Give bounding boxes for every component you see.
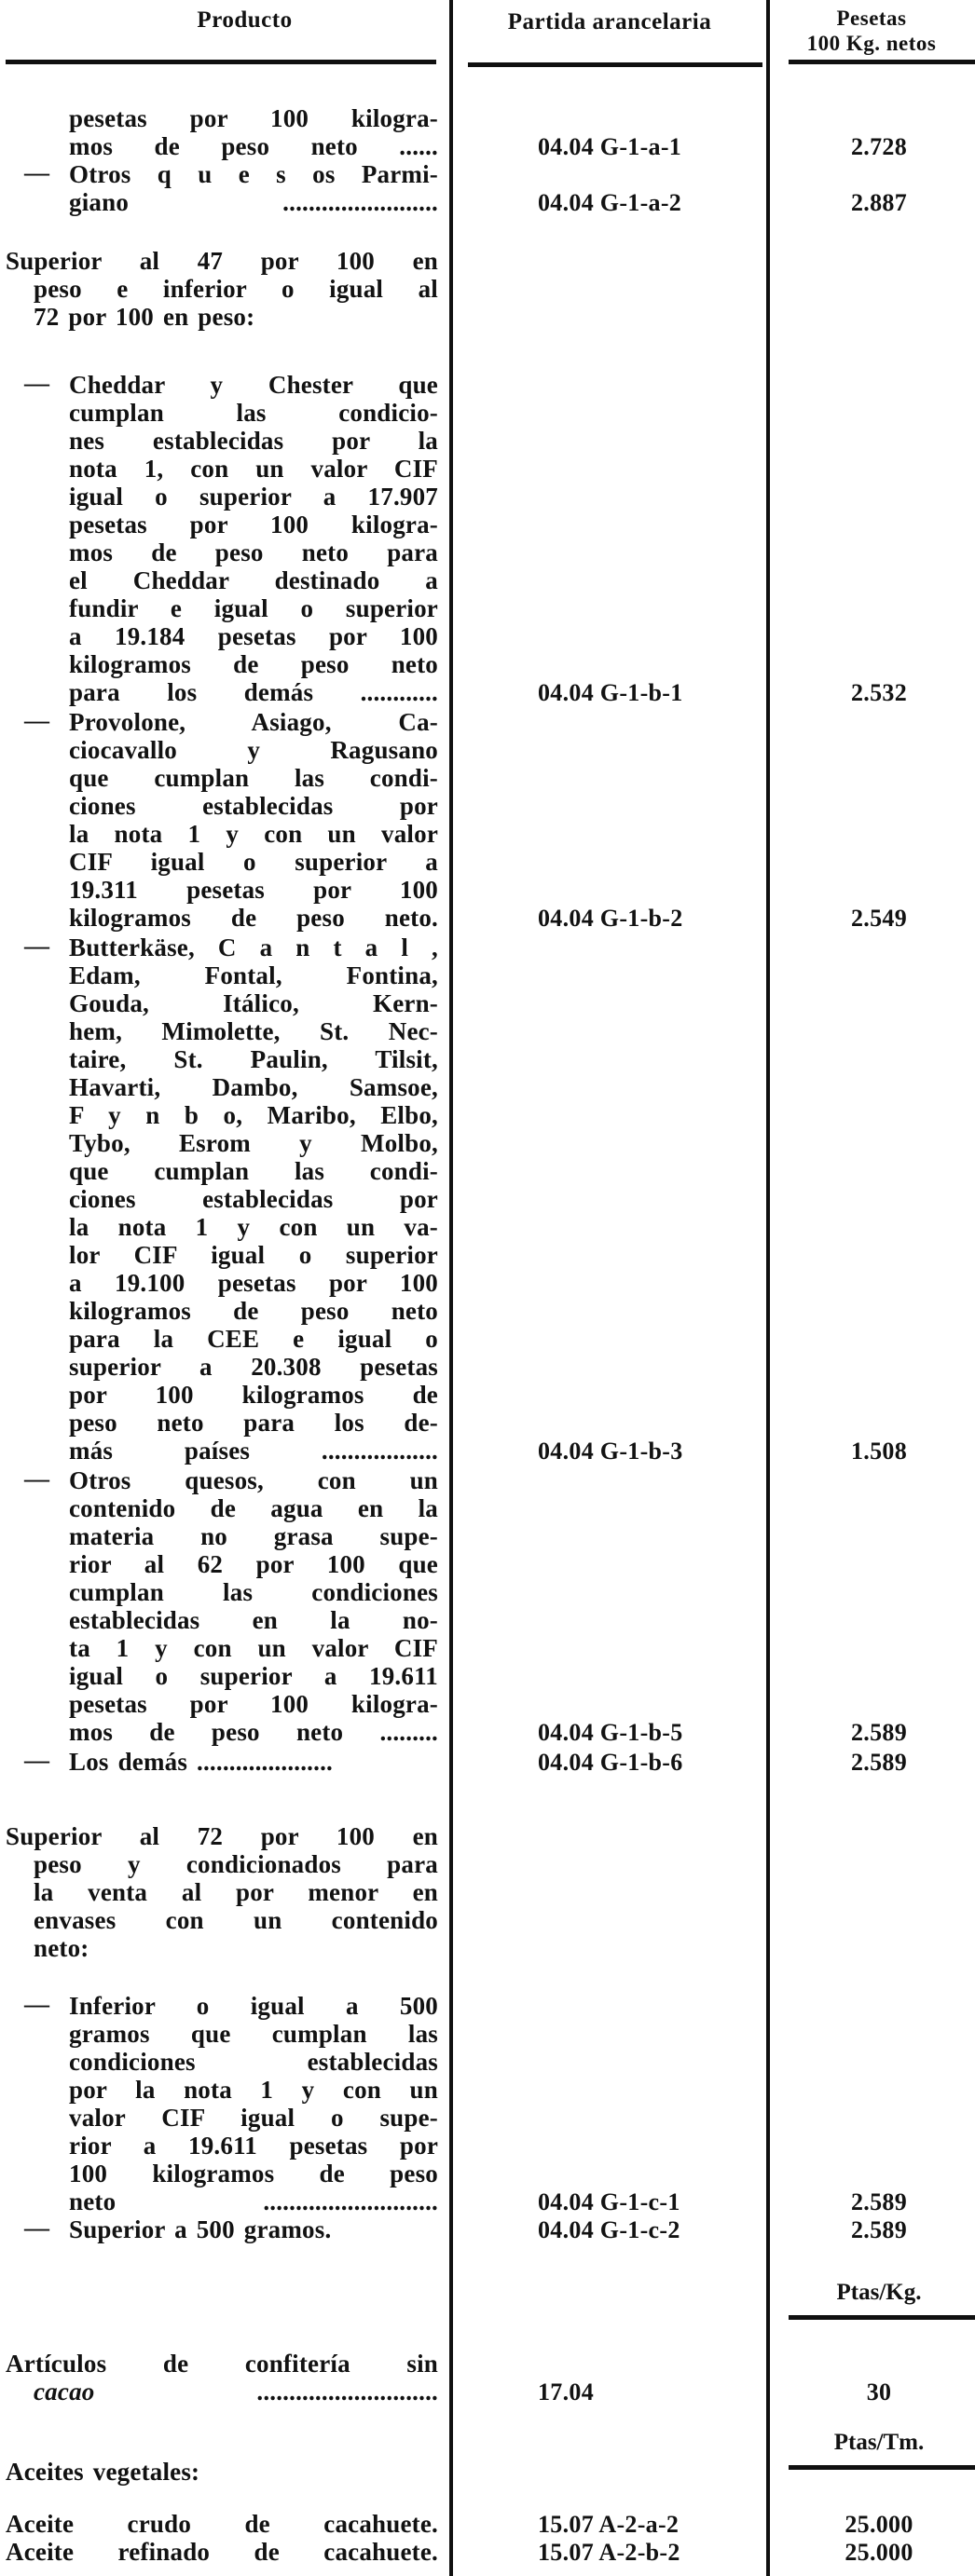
product-cell xyxy=(69,1748,438,1776)
product-line-text: ciocavallo y Ragusano xyxy=(69,736,438,764)
product-line-text: más países .................. xyxy=(69,1437,438,1465)
table-row xyxy=(0,1101,975,1130)
product-line-text: ta 1 y con un valor CIF xyxy=(69,1634,438,1662)
unit-label-row xyxy=(0,2430,975,2458)
product-cell xyxy=(69,188,438,216)
product-cell xyxy=(69,1241,438,1269)
product-cell xyxy=(69,820,438,848)
table-row xyxy=(0,1662,975,1691)
table-row xyxy=(0,708,975,737)
table-row xyxy=(0,1325,975,1354)
table-row xyxy=(0,1934,975,1963)
product-cell xyxy=(69,1185,438,1213)
product-cell xyxy=(69,160,438,188)
product-cell xyxy=(69,538,438,566)
product-line-text: Superior al 47 por 100 en xyxy=(6,247,438,275)
table-row xyxy=(0,1494,975,1523)
table-row xyxy=(0,1073,975,1102)
product-line-text: Provolone, Asiago, Ca- xyxy=(69,708,438,736)
product-line-text: el Cheddar destinado a xyxy=(69,566,438,594)
table-row xyxy=(0,1045,975,1074)
table-row xyxy=(0,622,975,651)
product-line-text: Butterkäse, C a n t a l , xyxy=(69,934,438,961)
table-row xyxy=(0,132,975,161)
product-line-text: 19.311 pesetas por 100 xyxy=(69,876,438,904)
product-cell xyxy=(69,371,438,399)
product-cell xyxy=(69,678,438,706)
product-cell xyxy=(69,1992,438,2020)
product-cell xyxy=(69,2132,438,2160)
table-row xyxy=(0,736,975,765)
product-line-text: fundir e igual o superior xyxy=(69,594,438,622)
product-line-text: pesetas por 100 kilogra- xyxy=(69,511,438,538)
product-line-text: Aceite refinado de cacahuete. xyxy=(6,2538,438,2566)
dash-marker: — xyxy=(24,1990,49,2018)
product-line-text: 100 kilogramos de peso xyxy=(69,2160,438,2188)
product-line-text: CIF igual o superior a xyxy=(69,848,438,876)
product-cell xyxy=(69,1269,438,1297)
product-cell xyxy=(69,1213,438,1241)
product-cell xyxy=(69,2104,438,2132)
table-row xyxy=(0,483,975,511)
product-cell xyxy=(69,511,438,538)
product-cell xyxy=(6,2458,438,2486)
table-row xyxy=(0,2215,975,2244)
table-row xyxy=(0,2020,975,2049)
unit-label: Ptas/Kg. xyxy=(836,2280,922,2305)
table-row xyxy=(0,1522,975,1551)
product-cell xyxy=(69,483,438,511)
table-row xyxy=(0,303,975,332)
table-row xyxy=(0,678,975,707)
table-row xyxy=(0,1437,975,1465)
table-row xyxy=(0,2188,975,2216)
product-cell xyxy=(69,961,438,989)
product-line-text: peso e inferior o igual al xyxy=(34,275,438,303)
table-row xyxy=(0,1185,975,1214)
price-value: 25.000 xyxy=(845,2539,913,2566)
product-line-text: neto ........................... xyxy=(69,2188,438,2215)
table-row xyxy=(0,934,975,962)
table-row xyxy=(0,650,975,679)
product-cell xyxy=(69,1409,438,1437)
product-cell xyxy=(69,2020,438,2048)
product-cell xyxy=(6,2350,438,2378)
product-cell xyxy=(69,2215,438,2243)
price-value: 2.532 xyxy=(851,679,907,706)
product-line-text: kilogramos de peso neto xyxy=(69,650,438,678)
table-row xyxy=(0,876,975,905)
table-row xyxy=(0,247,975,276)
product-line-text: pesetas por 100 kilogra- xyxy=(69,104,438,132)
product-line-text: ............................ xyxy=(94,2378,438,2406)
product-line-text: establecidas en la no- xyxy=(69,1606,438,1634)
table-row xyxy=(0,1906,975,1935)
product-cell xyxy=(34,303,438,331)
product-line-text: Gouda, Itálico, Kern- xyxy=(69,989,438,1017)
table-row xyxy=(0,1690,975,1719)
table-row xyxy=(0,511,975,539)
product-cell xyxy=(69,132,438,160)
product-line-text: rior al 62 por 100 que xyxy=(69,1550,438,1578)
product-line-text: taire, St. Paulin, Tilsit, xyxy=(69,1045,438,1073)
product-line-text: lor CIF igual o superior xyxy=(69,1241,438,1269)
table-row xyxy=(0,1381,975,1410)
product-cell xyxy=(69,876,438,904)
table-row xyxy=(0,1353,975,1382)
column-header-partida-arancelaria: Partida arancelaria xyxy=(507,9,712,34)
table-row xyxy=(0,820,975,849)
product-line-text: superior a 20.308 pesetas xyxy=(69,1353,438,1381)
price-value: 2.589 xyxy=(851,2216,907,2243)
column-header-pesetas xyxy=(768,6,975,56)
dash-marker: — xyxy=(24,369,49,397)
product-line-text: por 100 kilogramos de xyxy=(69,1381,438,1409)
product-cell xyxy=(69,792,438,820)
product-cell xyxy=(69,2048,438,2076)
product-cell xyxy=(69,455,438,483)
table-row xyxy=(0,1269,975,1298)
table-row xyxy=(0,1213,975,1242)
price-value: 2.589 xyxy=(851,2188,907,2215)
tariff-code: 04.04 G-1-a-2 xyxy=(538,189,682,216)
table-row xyxy=(0,1409,975,1438)
product-line-text: F y n b o, Maribo, Elbo, xyxy=(69,1101,438,1129)
pesetas-header-line2: 100 Kg. netos xyxy=(806,32,937,55)
dash-marker: — xyxy=(24,706,49,734)
product-cell xyxy=(69,1550,438,1578)
product-cell xyxy=(69,1606,438,1634)
product-cell xyxy=(69,934,438,961)
product-line-text: ciones establecidas por xyxy=(69,792,438,820)
column-header-producto: Producto xyxy=(197,7,293,33)
product-line-text: Inferior o igual a 500 xyxy=(69,1992,438,2020)
table-row xyxy=(0,2350,975,2378)
product-line-text: Superior al 72 por 100 en xyxy=(6,1822,438,1850)
product-line-text: por la nota 1 y con un xyxy=(69,2076,438,2104)
tariff-code: 04.04 G-1-b-5 xyxy=(538,1719,683,1746)
product-cell xyxy=(34,1850,438,1878)
product-cell xyxy=(69,1073,438,1101)
tariff-code: 17.04 xyxy=(538,2378,594,2406)
table-row xyxy=(0,2378,975,2406)
table-row xyxy=(0,1017,975,1046)
product-cell xyxy=(69,1718,438,1746)
price-value: 1.508 xyxy=(851,1438,907,1465)
table-row xyxy=(0,566,975,595)
product-cell xyxy=(6,2510,438,2538)
price-value: 2.887 xyxy=(851,189,907,216)
product-line-text: Cheddar y Chester que xyxy=(69,371,438,399)
table-row xyxy=(0,2458,975,2487)
table-row xyxy=(0,160,975,189)
table-row xyxy=(0,792,975,821)
product-line-text: mos de peso neto ...... xyxy=(69,132,438,160)
product-cell xyxy=(69,104,438,132)
product-line-text: contenido de agua en la xyxy=(69,1494,438,1522)
dash-marker: — xyxy=(24,2214,49,2242)
table-row xyxy=(0,399,975,428)
table-row xyxy=(0,538,975,567)
table-row xyxy=(0,1878,975,1907)
product-line-text: hem, Mimolette, St. Nec- xyxy=(69,1017,438,1045)
product-cell xyxy=(69,1466,438,1494)
product-line-text: igual o superior a 17.907 xyxy=(69,483,438,511)
table-row xyxy=(0,1297,975,1326)
table-row xyxy=(0,2048,975,2077)
product-cell xyxy=(34,2378,438,2406)
product-line-text: condiciones establecidas xyxy=(69,2048,438,2076)
product-line-text: Otros quesos, con un xyxy=(69,1466,438,1494)
product-line-text: kilogramos de peso neto xyxy=(69,1297,438,1325)
product-line-text: nota 1, con un valor CIF xyxy=(69,455,438,483)
dash-marker: — xyxy=(24,1746,49,1774)
product-cell xyxy=(69,2160,438,2188)
product-line-text: Edam, Fontal, Fontina, xyxy=(69,961,438,989)
tariff-code: 04.04 G-1-b-6 xyxy=(538,1749,683,1776)
tariff-code: 15.07 A-2-a-2 xyxy=(538,2511,680,2538)
product-line-text: giano ........................ xyxy=(69,188,438,216)
table-row xyxy=(0,1850,975,1879)
table-row xyxy=(0,2160,975,2188)
product-cell xyxy=(69,1157,438,1185)
product-cell xyxy=(69,1578,438,1606)
product-italic-text: cacao xyxy=(34,2378,95,2406)
table-row xyxy=(0,427,975,456)
product-cell xyxy=(69,1662,438,1690)
table-row xyxy=(0,2104,975,2133)
table-row xyxy=(0,1157,975,1186)
table-row xyxy=(0,1634,975,1663)
tariff-code: 15.07 A-2-b-2 xyxy=(538,2539,680,2566)
product-cell xyxy=(69,2188,438,2215)
product-line-text: Tybo, Esrom y Molbo, xyxy=(69,1129,438,1157)
product-cell xyxy=(69,566,438,594)
product-line-text: Superior a 500 gramos. xyxy=(69,2215,332,2243)
product-line-text: nes establecidas por la xyxy=(69,427,438,455)
product-cell xyxy=(69,1297,438,1325)
ptas-kg-underline xyxy=(789,2315,975,2320)
product-cell xyxy=(69,989,438,1017)
ptas-tm-underline xyxy=(789,2465,975,2470)
table-row xyxy=(0,2538,975,2567)
header-underline-producto xyxy=(6,60,436,64)
product-line-text: cumplan las condiciones xyxy=(69,1578,438,1606)
product-line-text: la venta al por menor en xyxy=(34,1878,438,1906)
table-row xyxy=(0,989,975,1018)
table-row xyxy=(0,1992,975,2021)
product-line-text: rior a 19.611 pesetas por xyxy=(69,2132,438,2160)
table-row xyxy=(0,1578,975,1607)
product-line-text: peso y condicionados para xyxy=(34,1850,438,1878)
product-cell xyxy=(69,2076,438,2104)
product-line-text: mos de peso neto ......... xyxy=(69,1718,438,1746)
product-line-text: la nota 1 y con un va- xyxy=(69,1213,438,1241)
product-line-text: valor CIF igual o supe- xyxy=(69,2104,438,2132)
pesetas-header-line1: Pesetas xyxy=(836,7,907,30)
product-cell xyxy=(69,1325,438,1353)
product-line-text: peso neto para los de- xyxy=(69,1409,438,1437)
unit-label: Ptas/Tm. xyxy=(833,2430,925,2455)
product-cell xyxy=(69,650,438,678)
product-line-text: la nota 1 y con un valor xyxy=(69,820,438,848)
product-line-text: igual o superior a 19.611 xyxy=(69,1662,438,1690)
table-row xyxy=(0,764,975,793)
header-underline-partida xyxy=(468,62,762,67)
product-line-text: a 19.100 pesetas por 100 xyxy=(69,1269,438,1297)
product-line-text: para la CEE e igual o xyxy=(69,1325,438,1353)
product-cell xyxy=(69,736,438,764)
price-value: 2.728 xyxy=(851,133,907,160)
product-cell xyxy=(69,1017,438,1045)
table-row xyxy=(0,1822,975,1851)
price-value: 2.549 xyxy=(851,905,907,932)
table-row xyxy=(0,1550,975,1579)
product-cell xyxy=(69,1045,438,1073)
product-line-text: a 19.184 pesetas por 100 xyxy=(69,622,438,650)
header-underline-pesetas xyxy=(789,60,975,64)
tariff-code: 04.04 G-1-a-1 xyxy=(538,133,682,160)
product-line-text: mos de peso neto para xyxy=(69,538,438,566)
dash-marker: — xyxy=(24,1465,49,1492)
table-row xyxy=(0,2076,975,2105)
tariff-code: 04.04 G-1-b-3 xyxy=(538,1438,683,1465)
product-line-text: Aceite crudo de cacahuete. xyxy=(6,2510,438,2538)
table-row xyxy=(0,904,975,933)
table-row xyxy=(0,371,975,400)
product-cell xyxy=(69,594,438,622)
table-row xyxy=(0,848,975,877)
product-cell xyxy=(69,1101,438,1129)
table-row xyxy=(0,961,975,990)
product-cell xyxy=(69,1494,438,1522)
table-row xyxy=(0,1718,975,1747)
table-row xyxy=(0,1241,975,1270)
product-line-text: Havarti, Dambo, Samsoe, xyxy=(69,1073,438,1101)
product-cell xyxy=(69,708,438,736)
product-line-text: neto: xyxy=(34,1934,89,1962)
table-row xyxy=(0,188,975,217)
product-cell xyxy=(69,399,438,427)
product-cell xyxy=(69,1381,438,1409)
product-line-text: cumplan las condicio- xyxy=(69,399,438,427)
table-row xyxy=(0,275,975,304)
product-line-text: para los demás ............ xyxy=(69,678,438,706)
product-cell xyxy=(69,1690,438,1718)
product-cell xyxy=(69,848,438,876)
table-row xyxy=(0,1129,975,1158)
price-value: 2.589 xyxy=(851,1719,907,1746)
tariff-code: 04.04 G-1-c-1 xyxy=(538,2188,680,2215)
product-cell xyxy=(69,1353,438,1381)
table-row xyxy=(0,1466,975,1495)
price-value: 30 xyxy=(866,2378,892,2406)
unit-label-row xyxy=(0,2280,975,2308)
dash-marker: — xyxy=(24,158,49,186)
table-row xyxy=(0,104,975,133)
table-row xyxy=(0,594,975,623)
tariff-code: 04.04 G-1-c-2 xyxy=(538,2216,680,2243)
product-line-text: Aceites vegetales: xyxy=(6,2458,200,2486)
price-value: 25.000 xyxy=(845,2511,913,2538)
price-value: 2.589 xyxy=(851,1749,907,1776)
product-cell xyxy=(6,1822,438,1850)
tariff-code: 04.04 G-1-b-1 xyxy=(538,679,683,706)
product-line-text: Otros q u e s os Parmi- xyxy=(69,160,438,188)
product-line-text: pesetas por 100 kilogra- xyxy=(69,1690,438,1718)
product-line-text: que cumplan las condi- xyxy=(69,764,438,792)
product-cell xyxy=(69,764,438,792)
product-line-text: gramos que cumplan las xyxy=(69,2020,438,2048)
product-line-text: ciones establecidas por xyxy=(69,1185,438,1213)
product-cell xyxy=(69,622,438,650)
product-cell xyxy=(34,1906,438,1934)
table-row xyxy=(0,1606,975,1635)
dash-marker: — xyxy=(24,932,49,960)
table-row xyxy=(0,2132,975,2160)
table-row xyxy=(0,455,975,484)
product-cell xyxy=(69,904,438,932)
product-cell xyxy=(6,2538,438,2566)
table-row xyxy=(0,2510,975,2539)
product-cell xyxy=(34,1878,438,1906)
product-cell xyxy=(69,1129,438,1157)
table-row xyxy=(0,1748,975,1777)
product-cell xyxy=(69,427,438,455)
product-line-text: kilogramos de peso neto. xyxy=(69,904,438,932)
product-cell xyxy=(34,1934,438,1962)
product-cell xyxy=(34,275,438,303)
product-line-text: que cumplan las condi- xyxy=(69,1157,438,1185)
product-line-text: envases con un contenido xyxy=(34,1906,438,1934)
product-cell xyxy=(6,247,438,275)
tariff-code: 04.04 G-1-b-2 xyxy=(538,905,683,932)
product-line-text: Los demás ..................... xyxy=(69,1748,333,1776)
product-line-text: materia no grasa supe- xyxy=(69,1522,438,1550)
product-cell xyxy=(69,1522,438,1550)
product-cell xyxy=(69,1437,438,1465)
product-cell xyxy=(69,1634,438,1662)
product-line-text: 72 por 100 en peso: xyxy=(34,303,255,331)
product-line-text: Artículos de confitería sin xyxy=(6,2350,438,2378)
